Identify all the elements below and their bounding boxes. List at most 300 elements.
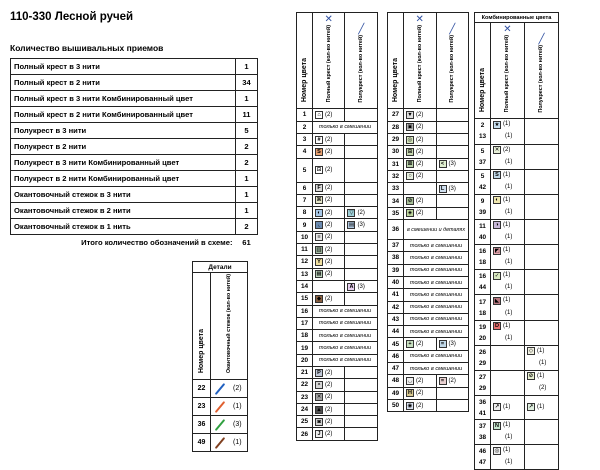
table-row bbox=[388, 133, 469, 145]
color-number: 20 bbox=[478, 334, 487, 342]
thread-count: (1) bbox=[536, 403, 545, 410]
color-number: 1 bbox=[297, 109, 313, 121]
thread-count: (2) bbox=[325, 271, 333, 278]
count-row bbox=[11, 75, 258, 91]
count-value: 2 bbox=[236, 139, 258, 155]
color-number: 18 bbox=[478, 259, 487, 267]
symbol-swatch: P bbox=[315, 369, 323, 377]
thread-count: (1) bbox=[503, 247, 511, 254]
details-table bbox=[192, 261, 248, 452]
thread-count: (3) bbox=[233, 421, 242, 429]
symbol-swatch: ⊘ bbox=[407, 198, 413, 205]
half-cross-cell bbox=[524, 270, 558, 295]
color-number: 47 bbox=[388, 362, 404, 374]
symbol-swatch: ⊡ bbox=[316, 167, 322, 174]
full-cross-cell bbox=[491, 169, 525, 194]
half-cross-cell bbox=[436, 399, 469, 411]
full-cross-cell bbox=[404, 195, 437, 207]
full-cross-cell bbox=[491, 119, 525, 144]
mix-note: только в смешении bbox=[404, 252, 469, 264]
half-cross-cell bbox=[524, 245, 558, 270]
symbol-swatch: J bbox=[315, 430, 323, 438]
count-value: 11 bbox=[236, 107, 258, 123]
half-cross-cell bbox=[436, 158, 469, 170]
half-cross-cell bbox=[436, 375, 469, 387]
color-number: 3 bbox=[297, 133, 313, 145]
table-row bbox=[297, 231, 378, 243]
header-half-cross: ╱ Полукрест (кол-во нитей) bbox=[436, 13, 469, 109]
half-cross-cell bbox=[345, 219, 378, 231]
symbol-swatch: ◎ bbox=[494, 447, 500, 454]
thread-count: (2) bbox=[416, 124, 424, 131]
count-label: Окантовочный стежок в 3 нити bbox=[11, 187, 236, 203]
half-cross-cell bbox=[524, 219, 558, 244]
symbol-swatch: D bbox=[493, 322, 501, 330]
half-cross-icon: ╱ bbox=[538, 33, 545, 45]
half-cross-cell bbox=[524, 295, 558, 320]
mix-note: только в смешении bbox=[313, 317, 378, 329]
color-number: 8 bbox=[297, 207, 313, 219]
color-number: 36 bbox=[388, 220, 404, 240]
color-number: 50 bbox=[388, 399, 404, 411]
count-row bbox=[11, 187, 258, 203]
symbol-swatch: ⊞ bbox=[407, 148, 413, 155]
total-value: 61 bbox=[242, 238, 251, 248]
count-label: Полный крест в 2 нити bbox=[11, 75, 236, 91]
thread-count: (2) bbox=[416, 198, 424, 205]
full-cross-cell bbox=[313, 133, 345, 145]
full-cross-cell bbox=[404, 338, 437, 350]
full-cross-cell bbox=[313, 182, 345, 194]
full-cross-cell bbox=[491, 370, 525, 395]
half-cross-cell bbox=[345, 428, 378, 440]
color-number: 17 bbox=[297, 317, 313, 329]
thread-count: (1) bbox=[505, 234, 513, 241]
thread-count: (1) bbox=[503, 447, 511, 454]
count-value: 1 bbox=[236, 59, 258, 75]
color-number: 46 bbox=[478, 448, 487, 456]
symbol-swatch: ✓ bbox=[494, 272, 500, 279]
header-half-cross: ╱ Полукрест (кол-во нитей) bbox=[345, 13, 378, 109]
color-number: 45 bbox=[388, 338, 404, 350]
combined-row bbox=[475, 320, 559, 345]
color-number: 13 bbox=[297, 268, 313, 280]
table-row bbox=[297, 268, 378, 280]
full-cross-cell bbox=[491, 295, 525, 320]
half-cross-cell bbox=[345, 280, 378, 292]
color-number: 10 bbox=[297, 231, 313, 243]
thread-count: (2) bbox=[416, 161, 424, 168]
header-color-number: Номер цвета bbox=[297, 13, 313, 109]
header-color-number: Номер цвета bbox=[193, 273, 211, 380]
color-number: 31 bbox=[388, 158, 404, 170]
symbol-swatch: S bbox=[493, 171, 501, 179]
color-number: 18 bbox=[478, 309, 487, 317]
color-number: 23 bbox=[193, 398, 211, 416]
color-number-pair bbox=[475, 295, 491, 320]
table-row bbox=[297, 158, 378, 182]
outline-stitch-cell bbox=[211, 398, 248, 416]
color-number: 36 bbox=[478, 398, 487, 406]
color-number: 46 bbox=[388, 350, 404, 362]
full-cross-cell bbox=[313, 268, 345, 280]
half-cross-icon: ╱ bbox=[449, 23, 456, 35]
outline-stitch-icon bbox=[215, 401, 226, 413]
header-color-number: Номер цвета bbox=[388, 13, 404, 109]
symbol-swatch: ◙ bbox=[315, 418, 323, 426]
table-row bbox=[388, 399, 469, 411]
color-number: 42 bbox=[388, 301, 404, 313]
full-cross-cell bbox=[313, 158, 345, 182]
mix-note: только в смешении bbox=[313, 330, 378, 342]
outline-stitch-icon bbox=[215, 383, 226, 395]
symbol-swatch: L bbox=[439, 185, 447, 193]
color-number: 16 bbox=[478, 273, 487, 281]
table-row bbox=[297, 379, 378, 391]
mix-note: только в смешении bbox=[404, 264, 469, 276]
count-row bbox=[11, 107, 258, 123]
color-number: 16 bbox=[478, 248, 487, 256]
symbol-swatch: = bbox=[439, 340, 447, 348]
header-color-number: Номер цвета bbox=[475, 23, 491, 119]
count-row bbox=[11, 219, 258, 235]
count-value: 1 bbox=[236, 171, 258, 187]
full-cross-cell bbox=[313, 366, 345, 378]
symbol-swatch: ≡ bbox=[315, 233, 323, 241]
count-value: 1 bbox=[236, 187, 258, 203]
full-cross-cell bbox=[313, 219, 345, 231]
half-cross-cell bbox=[524, 194, 558, 219]
color-number: 41 bbox=[388, 289, 404, 301]
symbol-swatch: ◡ bbox=[407, 377, 413, 384]
full-cross-cell bbox=[404, 183, 437, 195]
symbol-swatch: ◐ bbox=[493, 196, 501, 204]
outline-stitch-cell bbox=[211, 434, 248, 452]
mix-note: только в смешении bbox=[313, 342, 378, 354]
half-cross-cell bbox=[524, 420, 558, 445]
mix-note: только в смешении bbox=[404, 289, 469, 301]
thread-count: (1) bbox=[503, 272, 511, 279]
thread-count: (2) bbox=[416, 377, 424, 384]
thread-count: (1) bbox=[538, 359, 547, 366]
half-cross-cell bbox=[345, 146, 378, 158]
full-cross-cell bbox=[491, 396, 525, 420]
half-cross-cell bbox=[345, 133, 378, 145]
color-number: 29 bbox=[478, 384, 487, 392]
full-cross-cell bbox=[313, 403, 345, 415]
half-cross-cell bbox=[436, 133, 469, 145]
color-number-pair bbox=[475, 420, 491, 445]
thread-count: (2) bbox=[538, 384, 547, 391]
color-number: 19 bbox=[297, 342, 313, 354]
color-number: 15 bbox=[297, 293, 313, 305]
color-number: 37 bbox=[388, 240, 404, 252]
symbol-swatch: H bbox=[406, 389, 414, 397]
count-label: Полукрест в 3 нити Комбинированный цвет bbox=[11, 155, 236, 171]
page-title: 110-330 Лесной ручей bbox=[10, 11, 134, 23]
count-value: 5 bbox=[236, 123, 258, 139]
total-label: Итого количество обозначений в схеме: bbox=[81, 238, 233, 248]
color-number: 2 bbox=[297, 121, 313, 133]
symbol-swatch: # bbox=[315, 136, 323, 144]
symbol-swatch: ↗ bbox=[494, 404, 500, 411]
full-cross-cell bbox=[404, 207, 437, 219]
thread-count: (1) bbox=[536, 372, 545, 379]
header-outline-stitch: Окантовочный стежок (кол-во нитей) bbox=[211, 273, 248, 380]
thread-count: (1) bbox=[505, 208, 513, 215]
table-row bbox=[297, 403, 378, 415]
color-number: 49 bbox=[388, 387, 404, 399]
color-number-pair bbox=[475, 219, 491, 244]
color-number: 5 bbox=[480, 147, 485, 155]
full-cross-cell bbox=[313, 231, 345, 243]
count-label: Полукрест в 2 нити bbox=[11, 139, 236, 155]
half-cross-cell bbox=[345, 379, 378, 391]
half-cross-cell bbox=[345, 293, 378, 305]
full-cross-cell bbox=[491, 445, 525, 470]
full-cross-cell bbox=[404, 375, 437, 387]
color-number: 32 bbox=[388, 170, 404, 182]
thread-count: (2) bbox=[503, 146, 511, 153]
symbol-swatch: ◟ bbox=[315, 221, 323, 229]
thread-count: (1) bbox=[503, 297, 511, 304]
stitch-counts-table bbox=[10, 58, 258, 251]
color-number: 5 bbox=[297, 158, 313, 182]
color-number: 38 bbox=[478, 434, 487, 442]
table-row bbox=[297, 109, 378, 121]
thread-count: (1) bbox=[505, 459, 513, 466]
combined-row bbox=[475, 144, 559, 169]
table-row bbox=[388, 252, 469, 264]
symbol-swatch: ◆ bbox=[316, 295, 322, 302]
symbol-swatch: ⌘ bbox=[316, 197, 322, 204]
half-cross-cell bbox=[436, 146, 469, 158]
color-number: 27 bbox=[478, 373, 487, 381]
header-half-cross: ╱ Полукрест (кол-во нитей) bbox=[524, 23, 558, 119]
symbol-swatch: N bbox=[493, 422, 501, 430]
count-label: Окантовочный стежок в 1 нить bbox=[11, 219, 236, 235]
color-number: 22 bbox=[193, 380, 211, 398]
thread-count: (2) bbox=[325, 418, 333, 425]
table-row bbox=[388, 289, 469, 301]
mix-note: только в смешении bbox=[404, 313, 469, 325]
details-caption: Детали bbox=[193, 262, 248, 273]
combined-row bbox=[475, 270, 559, 295]
count-label: Полукрест в 3 нити bbox=[11, 123, 236, 139]
thread-count: (3) bbox=[357, 222, 365, 229]
half-cross-cell bbox=[436, 121, 469, 133]
table-row bbox=[388, 146, 469, 158]
color-number: 4 bbox=[297, 146, 313, 158]
table-row bbox=[388, 207, 469, 219]
symbol-swatch: ◇ bbox=[528, 348, 534, 355]
color-number: 43 bbox=[388, 313, 404, 325]
thread-count: (2) bbox=[233, 385, 242, 393]
full-cross-cell bbox=[491, 270, 525, 295]
symbol-swatch: ◈ bbox=[407, 210, 413, 217]
full-cross-icon: ✕ bbox=[324, 14, 333, 25]
table-row bbox=[297, 219, 378, 231]
mix-note: только в смешении bbox=[313, 121, 378, 133]
table-row bbox=[388, 375, 469, 387]
thread-count: (1) bbox=[505, 183, 513, 190]
count-label: Полный крест в 2 нити Комбинированный цвет bbox=[11, 107, 236, 123]
count-label: Полукрест в 2 нити Комбинированный цвет bbox=[11, 171, 236, 187]
table-row bbox=[297, 391, 378, 403]
thread-count: (2) bbox=[325, 406, 333, 413]
table-row bbox=[297, 256, 378, 268]
combined-row bbox=[475, 345, 559, 370]
count-row bbox=[11, 155, 258, 171]
table-row bbox=[297, 317, 378, 329]
color-number: 22 bbox=[297, 379, 313, 391]
half-cross-cell bbox=[345, 403, 378, 415]
half-cross-cell bbox=[345, 244, 378, 256]
symbol-swatch: + bbox=[406, 340, 414, 348]
symbol-swatch: F bbox=[315, 184, 323, 192]
detail-row bbox=[193, 416, 248, 434]
count-value: 1 bbox=[236, 203, 258, 219]
thread-count: (1) bbox=[505, 133, 513, 140]
color-number: 26 bbox=[478, 348, 487, 356]
table-row bbox=[388, 121, 469, 133]
table-row bbox=[297, 354, 378, 366]
table-row bbox=[297, 133, 378, 145]
half-cross-cell bbox=[524, 144, 558, 169]
color-number: 25 bbox=[297, 416, 313, 428]
thread-count: (2) bbox=[416, 210, 424, 217]
thread-count: (1) bbox=[505, 284, 513, 291]
full-cross-cell bbox=[313, 194, 345, 206]
thread-count: (2) bbox=[416, 341, 424, 348]
full-cross-cell bbox=[313, 109, 345, 121]
thread-count: (2) bbox=[416, 173, 424, 180]
thread-count: (1) bbox=[503, 422, 511, 429]
table-row bbox=[388, 301, 469, 313]
table-row bbox=[388, 326, 469, 338]
table-row bbox=[388, 264, 469, 276]
full-cross-cell bbox=[404, 146, 437, 158]
table-row bbox=[388, 362, 469, 374]
table-row bbox=[297, 146, 378, 158]
table-row bbox=[297, 330, 378, 342]
color-number: 29 bbox=[478, 359, 487, 367]
thread-count: (2) bbox=[416, 390, 424, 397]
color-number: 49 bbox=[193, 434, 211, 452]
count-row bbox=[11, 91, 258, 107]
thread-count: (2) bbox=[325, 209, 333, 216]
symbol-swatch: Y bbox=[315, 258, 323, 266]
full-cross-cell bbox=[404, 121, 437, 133]
full-cross-cell bbox=[313, 416, 345, 428]
symbol-swatch: ⊠ bbox=[407, 161, 413, 168]
header-full-cross: ✕ Полный крест (кол-во нитей) bbox=[491, 23, 525, 119]
table-row bbox=[388, 387, 469, 399]
symbol-swatch: ◣ bbox=[494, 297, 500, 304]
color-number: 21 bbox=[297, 366, 313, 378]
color-number: 26 bbox=[297, 428, 313, 440]
thread-count: (2) bbox=[448, 377, 456, 384]
symbol-swatch: ★ bbox=[494, 121, 500, 128]
thread-count: (1) bbox=[505, 259, 513, 266]
symbol-swatch: ✕ bbox=[494, 147, 500, 153]
full-cross-cell bbox=[404, 109, 437, 121]
half-cross-cell bbox=[436, 207, 469, 219]
thread-count: (2) bbox=[357, 209, 365, 216]
half-cross-cell bbox=[524, 169, 558, 194]
thread-count: (2) bbox=[325, 222, 333, 229]
table-row bbox=[297, 182, 378, 194]
thread-count: (2) bbox=[325, 234, 333, 241]
thread-count: (2) bbox=[325, 295, 333, 302]
combined-colors-caption: Комбинированные цвета bbox=[475, 13, 559, 23]
full-cross-icon: ✕ bbox=[503, 24, 512, 35]
combined-row bbox=[475, 169, 559, 194]
symbol-swatch: ▦ bbox=[316, 271, 322, 278]
table-row bbox=[297, 305, 378, 317]
full-cross-cell bbox=[404, 387, 437, 399]
count-row bbox=[11, 139, 258, 155]
color-number: 5 bbox=[480, 172, 485, 180]
color-number: 30 bbox=[388, 146, 404, 158]
full-cross-cell bbox=[491, 245, 525, 270]
full-cross-cell bbox=[404, 170, 437, 182]
half-cross-cell bbox=[524, 445, 558, 470]
thread-count: (1) bbox=[503, 171, 511, 178]
count-label: Полный крест в 3 нити bbox=[11, 59, 236, 75]
color-key-table-1 bbox=[296, 12, 378, 441]
color-number: 38 bbox=[388, 252, 404, 264]
color-number: 39 bbox=[388, 264, 404, 276]
count-row bbox=[11, 203, 258, 219]
table-row bbox=[388, 170, 469, 182]
combined-colors-table bbox=[474, 12, 559, 470]
mix-note: в смешении и деталях bbox=[404, 220, 469, 240]
thread-count: (2) bbox=[325, 197, 333, 204]
thread-count: (1) bbox=[505, 334, 513, 341]
symbol-swatch: ▼ bbox=[407, 111, 413, 118]
detail-row bbox=[193, 398, 248, 416]
half-cross-cell bbox=[436, 183, 469, 195]
full-cross-cell bbox=[491, 320, 525, 345]
full-cross-cell bbox=[491, 420, 525, 445]
symbol-swatch: ⊘ bbox=[528, 373, 534, 380]
full-cross-cell bbox=[313, 293, 345, 305]
thread-count: (3) bbox=[448, 185, 456, 192]
table-row bbox=[388, 240, 469, 252]
count-value: 2 bbox=[236, 219, 258, 235]
color-number: 40 bbox=[478, 234, 487, 242]
table-row bbox=[297, 342, 378, 354]
detail-row bbox=[193, 380, 248, 398]
thread-count: (3) bbox=[357, 283, 365, 290]
table-row bbox=[388, 158, 469, 170]
full-cross-cell bbox=[313, 280, 345, 292]
thread-count: (1) bbox=[233, 403, 242, 411]
table-row bbox=[297, 121, 378, 133]
symbol-swatch: ◉ bbox=[407, 402, 413, 409]
total-row bbox=[11, 235, 258, 251]
half-cross-cell bbox=[345, 109, 378, 121]
combined-row bbox=[475, 445, 559, 470]
half-cross-cell bbox=[345, 391, 378, 403]
half-cross-cell bbox=[345, 182, 378, 194]
color-number: 35 bbox=[388, 207, 404, 219]
table-row bbox=[297, 244, 378, 256]
color-number-pair bbox=[475, 345, 491, 370]
color-key-table-2 bbox=[387, 12, 469, 412]
color-number: 14 bbox=[297, 280, 313, 292]
